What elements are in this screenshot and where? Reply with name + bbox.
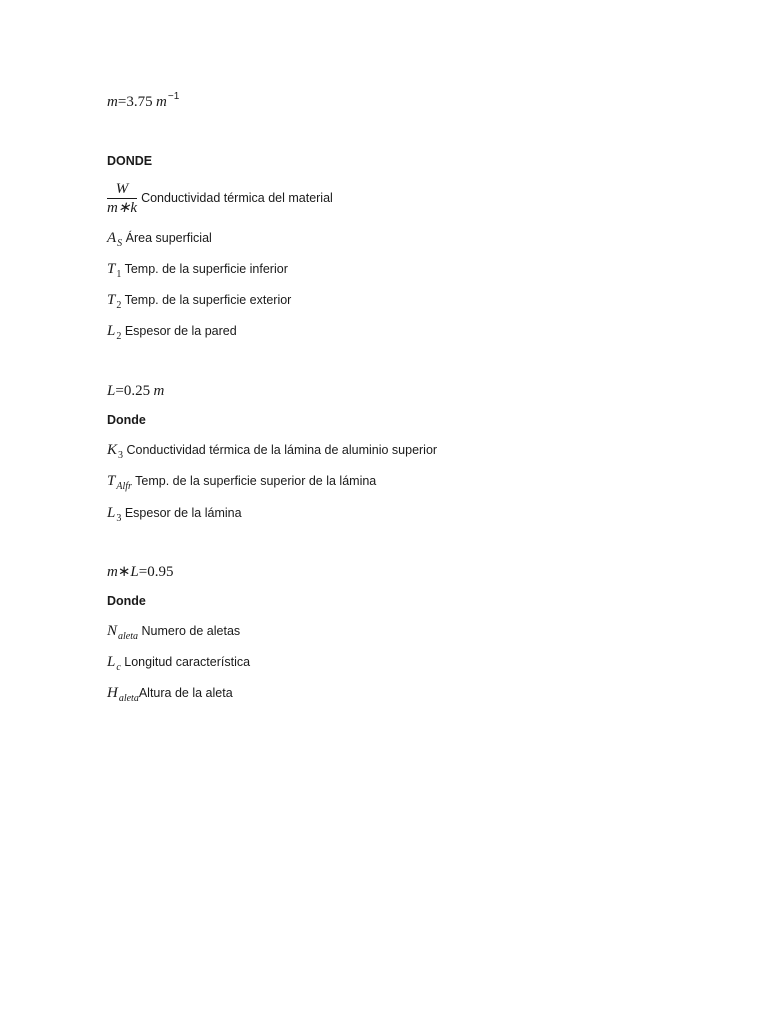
equation-m	[107, 91, 180, 112]
def-subscript: aleta	[118, 693, 139, 704]
eq3-value: 0.95	[147, 564, 174, 580]
def-subscript: 3	[118, 450, 124, 461]
eq2-unit: m	[153, 383, 165, 399]
def-description: Espesor de la pared	[124, 324, 237, 338]
donde-heading-1: DONDE	[107, 154, 153, 168]
def-subscript: 3	[116, 513, 122, 524]
def-description: Altura de la aleta	[138, 686, 233, 700]
donde-heading-3: Donde	[107, 594, 146, 608]
fraction	[107, 181, 137, 216]
definition-row	[107, 654, 250, 672]
eq3-times: ∗	[117, 564, 131, 580]
def-description: Espesor de la lámina	[124, 506, 242, 520]
def-subscript: Alfr	[116, 481, 132, 492]
def-symbol: N	[107, 623, 118, 639]
def-description: Conductividad térmica de la lámina de aluminio superior	[126, 443, 438, 457]
fraction-description: Conductividad térmica del material	[141, 190, 333, 205]
fraction-denominator: m∗k	[107, 200, 138, 216]
def-subscript: c	[116, 662, 121, 673]
definition-row	[107, 685, 233, 703]
eq1-value: 3.75	[126, 94, 153, 110]
definition-row	[107, 473, 376, 491]
eq3-m: m	[107, 564, 118, 580]
def-symbol: L	[107, 323, 116, 339]
definition-row	[107, 442, 437, 460]
def-subscript: aleta	[118, 631, 139, 642]
def-subscript: 1	[116, 269, 122, 280]
def-symbol: T	[107, 261, 116, 277]
def-subscript: S	[117, 238, 123, 249]
def-description: Longitud característica	[124, 655, 251, 669]
definition-row	[107, 505, 242, 523]
def-description: Temp. de la superficie superior de la lámina	[135, 474, 377, 488]
def-description: Numero de aletas	[141, 624, 241, 638]
eq1-unit: m	[156, 94, 167, 110]
equation-mL	[107, 564, 173, 580]
eq2-var: L	[107, 383, 116, 399]
def-symbol: A	[107, 230, 117, 246]
def-description: Temp. de la superficie inferior	[124, 262, 288, 276]
def-description: Temp. de la superficie exterior	[124, 293, 292, 307]
eq2-value: 0.25	[123, 383, 151, 399]
eq1-equals: =	[117, 94, 127, 110]
definition-row	[107, 623, 240, 641]
def-symbol: T	[107, 292, 116, 308]
eq3-equals: =	[138, 564, 148, 580]
def-symbol: K	[107, 442, 118, 458]
def-description: Área superficial	[125, 231, 212, 245]
eq1-var: m	[107, 94, 118, 110]
equation-L	[107, 383, 164, 399]
def-symbol: H	[107, 685, 118, 701]
donde-heading-2: Donde	[107, 413, 146, 427]
eq1-exponent: −1	[167, 91, 180, 102]
definition-row	[107, 230, 212, 248]
def-symbol: L	[107, 654, 116, 670]
definition-row	[107, 323, 237, 341]
def-subscript: 2	[116, 331, 122, 342]
def-symbol: T	[107, 473, 116, 489]
def-symbol: L	[107, 505, 116, 521]
fraction-numerator: W	[107, 181, 137, 199]
def-subscript: 2	[116, 300, 122, 311]
fraction-definition	[107, 181, 333, 216]
eq3-L: L	[130, 564, 139, 580]
definition-row	[107, 261, 288, 279]
definition-row	[107, 292, 291, 310]
eq2-equals: =	[115, 383, 124, 399]
